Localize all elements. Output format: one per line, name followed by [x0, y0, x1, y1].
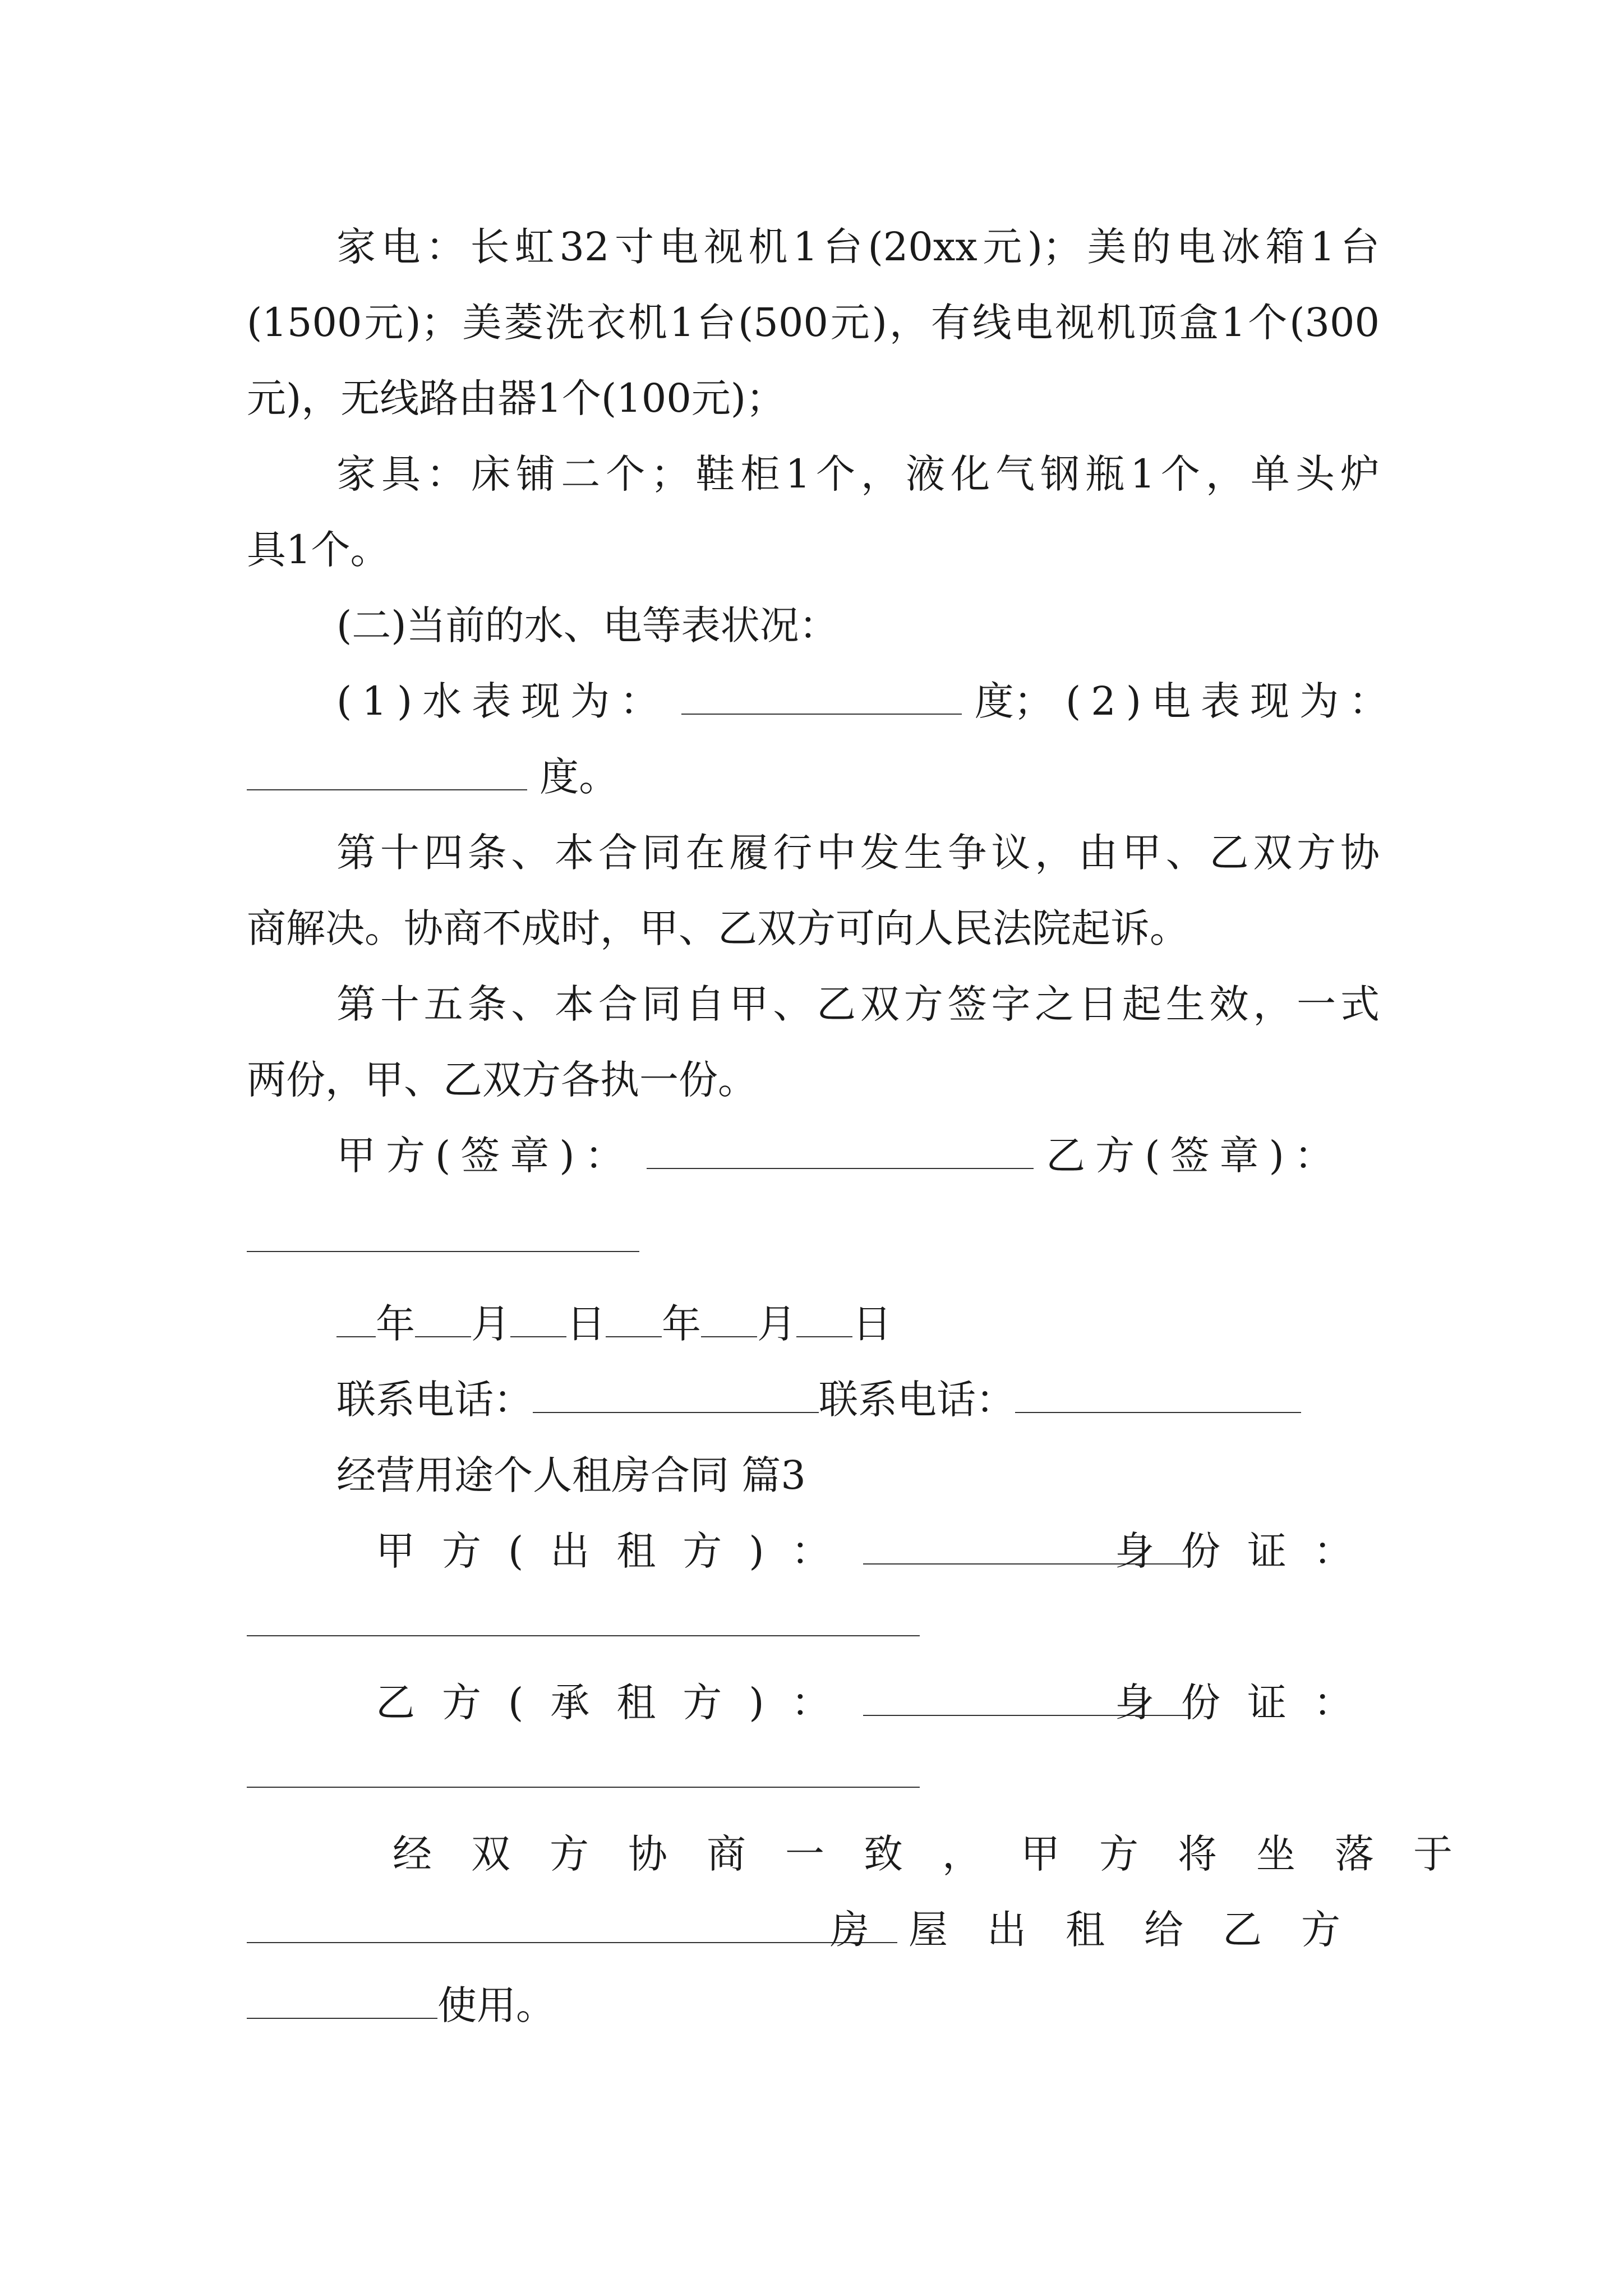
- phone-a-blank: [533, 1373, 819, 1413]
- appliances-line-1: 家电：长虹32寸电视机1台(20xx元)；美的电冰箱1台: [336, 224, 1380, 270]
- property-location-blank: [247, 1903, 897, 1943]
- lessee-id-label: 身份证：: [1115, 1680, 1380, 1726]
- water-meter-label: (1)水表现为：: [336, 678, 670, 724]
- usage-blank: [247, 1978, 437, 2019]
- lessor-id-blank: [247, 1635, 920, 1636]
- party-a-sign-label: 甲方(签章)：: [336, 1133, 634, 1179]
- month-b-blank: [701, 1297, 757, 1337]
- water-meter-unit: 度；: [974, 678, 1053, 724]
- agreement-line-1: [393, 1815, 1492, 1893]
- article-14-line-2: 商解决。协商不成时，甲、乙双方可向人民法院起诉。: [247, 905, 1189, 951]
- appliances-line-2: (1500元)；美菱洗衣机1台(500元)，有线电视机顶盒1个(300: [247, 300, 1380, 346]
- party-a-sign-blank: [647, 1129, 1034, 1169]
- agreement-line-3: [247, 1966, 1380, 2045]
- month-b-label: 月: [757, 1301, 796, 1347]
- section-title: 经营用途个人租房合同 篇3: [336, 1452, 806, 1498]
- agreement-text-3: 使用。: [437, 1982, 555, 2028]
- article-15-line-1: 第十五条、本合同自甲、乙双方签字之日起生效，一式: [336, 981, 1380, 1027]
- lessee-line: [376, 1663, 1380, 1742]
- agreement-text-2: 房屋出租给乙方: [830, 1907, 1380, 1953]
- agreement-text-1: 经双方协商一致，甲方将坐落于: [393, 1831, 1492, 1877]
- day-b-label: 日: [852, 1301, 892, 1347]
- year-a-blank: [336, 1297, 376, 1337]
- appliances-line-3: 元)，无线路由器1个(100元)；: [247, 375, 786, 421]
- phone-line: [336, 1360, 1380, 1439]
- agreement-line-2: [247, 1890, 1380, 1969]
- signature-line: [336, 1116, 1380, 1195]
- lessor-label: 甲方(出租方)：: [376, 1528, 857, 1574]
- year-b-blank: [606, 1297, 662, 1337]
- day-a-blank: [510, 1297, 566, 1337]
- phone-b-blank: [1015, 1373, 1301, 1413]
- furniture-line-2: 具1个。: [247, 527, 390, 573]
- day-b-blank: [796, 1297, 852, 1337]
- month-a-blank: [415, 1297, 471, 1337]
- lessee-id-blank: [247, 1787, 920, 1788]
- meters-heading: (二)当前的水、电等表状况：: [336, 602, 838, 648]
- lessee-label: 乙方(承租方)：: [376, 1680, 857, 1726]
- meter-readings-line: [336, 662, 1399, 740]
- furniture-line-1: 家具：床铺二个；鞋柜1个，液化气钢瓶1个，单头炉: [336, 451, 1380, 497]
- phone-label-b: 联系电话：: [819, 1377, 1015, 1423]
- phone-label-a: 联系电话：: [336, 1377, 533, 1423]
- day-a-label: 日: [566, 1301, 606, 1347]
- article-15-line-2: 两份，甲、乙双方各执一份。: [247, 1057, 757, 1103]
- party-b-sign-label: 乙方(签章)：: [1046, 1133, 1344, 1179]
- year-a-label: 年: [376, 1301, 415, 1347]
- article-14-line-1: 第十四条、本合同在履行中发生争议，由甲、乙双方协: [336, 830, 1380, 876]
- year-b-label: 年: [662, 1301, 701, 1347]
- party-b-sign-blank: [247, 1251, 639, 1252]
- electric-meter-label: (2)电表现为：: [1065, 678, 1399, 724]
- electric-reading-line: [247, 738, 1380, 816]
- lessor-id-label: 身份证：: [1115, 1528, 1380, 1574]
- lessor-line: [376, 1512, 1380, 1590]
- month-a-label: 月: [471, 1301, 510, 1347]
- electric-meter-blank: [247, 750, 527, 790]
- water-meter-blank: [681, 674, 962, 715]
- date-line: [336, 1285, 1380, 1363]
- electric-meter-unit: 度。: [540, 754, 619, 800]
